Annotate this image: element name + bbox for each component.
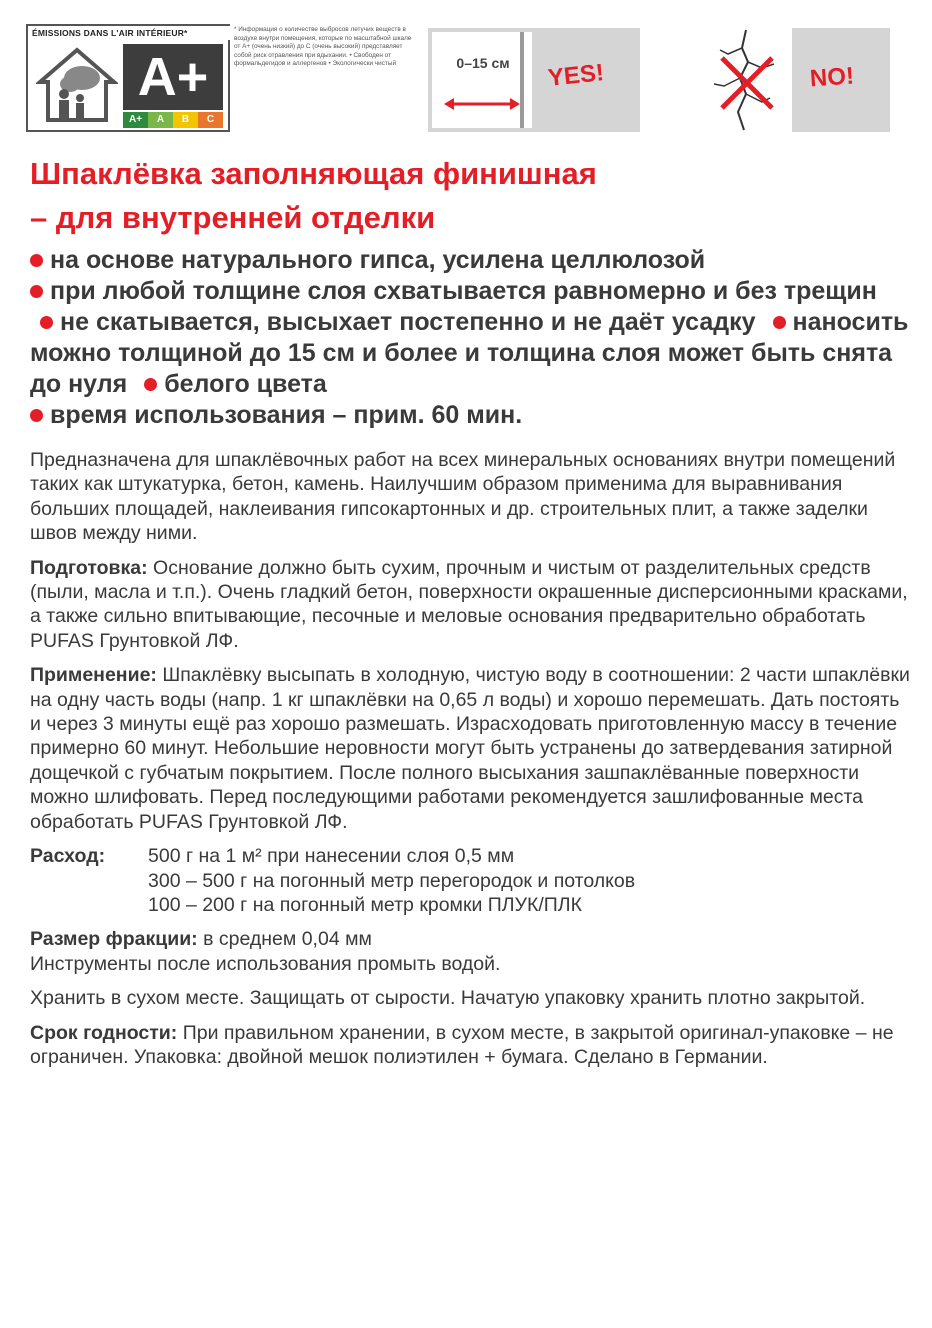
thickness-range: 0–15 см	[456, 55, 510, 71]
header-icons	[0, 0, 932, 140]
intro-paragraph: Предназначена для шпаклёвочных работ на всех минеральных основаниях внутри помещений таких как штукатурка, бетон, камень. Наилучшим образом применима для выравнивания больших площадей, наклеивания гипсокартонных и др. строительных плит, а также заделки швов между ними.	[30, 449, 896, 545]
fraction-label: Размер фракции:	[30, 928, 198, 951]
thickness-illustration	[432, 32, 532, 128]
consumption-section	[30, 844, 910, 917]
house-icon	[36, 44, 118, 124]
application-section	[30, 663, 910, 834]
consumption-label: Расход:	[30, 845, 106, 868]
consumption-line: 100 – 200 г на погонный метр кромки ПЛУК/ПЛК	[148, 893, 582, 916]
preparation-text: Основание должно быть сухим, прочным и чистым от разделительных средств (пыли, масла и т.п.). Очень гладкий бетон, поверхности окрашенные дисперсионными красками, а также сильно впитывающие, песочные и меловые основания предварительно обработать PUFAS Грунтовкой ЛФ.	[30, 556, 908, 652]
scale-a-plus: A+	[123, 112, 148, 128]
emission-grade: A+	[123, 44, 223, 110]
bullet-icon	[30, 254, 43, 267]
emission-scale	[123, 112, 223, 128]
emission-label	[26, 24, 416, 132]
title-line-2: – для внутренней отделки	[30, 200, 436, 235]
emission-badge	[26, 24, 230, 132]
preparation-section	[30, 556, 910, 654]
emission-heading: ÉMISSIONS DANS L'AIR INTÉRIEUR*	[28, 26, 232, 40]
feature-item: не скатывается, высыхает постепенно и не даёт усадку	[60, 308, 756, 336]
shelf-life-label: Срок годности:	[30, 1021, 178, 1044]
yes-label: YES!	[546, 59, 606, 92]
bullet-icon	[40, 316, 53, 329]
shelf-life-text: При правильном хранении, в сухом месте, в закрытой оригинал-упаковке – не ограничен. Упаковка: двойной мешок полиэтилен + бумага. Сделано в Германии.	[30, 1021, 894, 1068]
preparation-label: Подготовка:	[30, 556, 148, 579]
application-text: Шпаклёвку высыпать в холодную, чистую воду в соотношении: 2 части шпаклёвки на одну часть воды (напр. 1 кг шпаклёвки на 0,65 л воды) и хорошо перемешать. Дать постоять и через 3 минуты ещё раз хорошо размешать. Израсходовать приготовленную массу в течение примерно 60 минут. Небольшие неровности могут быть устранены до затвердевания затирной дощечкой с губчатым покрытием. После полного высыхания зашпаклёванные поверхности можно шлифовать. Перед последующими работами рекомендуется зашлифованные места обработать PUFAS Грунтовкой ЛФ.	[30, 664, 910, 833]
fraction-text: в среднем 0,04 мм	[197, 928, 372, 951]
product-title	[30, 152, 910, 240]
scale-c: C	[198, 112, 223, 128]
scale-a: A	[148, 112, 173, 128]
scale-b: B	[173, 112, 198, 128]
description	[30, 448, 910, 1079]
thickness-yes-panel	[428, 28, 640, 132]
consumption-line: 500 г на 1 м² при нанесении слоя 0,5 мм	[148, 845, 515, 868]
crack-icon	[700, 28, 792, 132]
title-line-1: Шпаклёвка заполняющая финишная	[30, 156, 597, 191]
feature-item: наносить можно толщиной до 15 см и более и толщина слоя может быть снята до нуля	[30, 308, 909, 398]
no-label: NO!	[809, 62, 855, 93]
bullet-icon	[30, 285, 43, 298]
storage-paragraph: Хранить в сухом месте. Защищать от сырости. Начатую упаковку хранить плотно закрытой.	[30, 987, 866, 1010]
fraction-section	[30, 927, 910, 976]
shelf-life-section	[30, 1021, 910, 1070]
bullet-icon	[30, 409, 43, 422]
feature-item: белого цвета	[164, 370, 327, 398]
emission-note: * Информация о количестве выбросов летучих веществ в воздухе внутри помещения, которые по масштабной шкале от A+ (очень низкий) до C (очень высокий) представляет собой риск отравления при вдыхании. • Свободен от формальдегидов и аллергенов • Экологически чистый	[234, 26, 412, 68]
double-arrow-icon	[432, 32, 532, 128]
feature-item: при любой толщине слоя схватывается равномерно и без трещин	[50, 277, 877, 305]
bullet-icon	[773, 316, 786, 329]
application-label: Применение:	[30, 664, 157, 687]
tools-text: Инструменты после использования промыть водой.	[30, 952, 501, 975]
crack-illustration	[700, 28, 792, 132]
consumption-line: 300 – 500 г на погонный метр перегородок и потолков	[148, 869, 636, 892]
feature-item: на основе натурального гипса, усилена целлюлозой	[50, 246, 706, 274]
feature-item: время использования – прим. 60 мин.	[50, 401, 523, 429]
bullet-icon	[144, 378, 157, 391]
crack-no-panel	[700, 28, 890, 132]
feature-list	[30, 245, 910, 431]
